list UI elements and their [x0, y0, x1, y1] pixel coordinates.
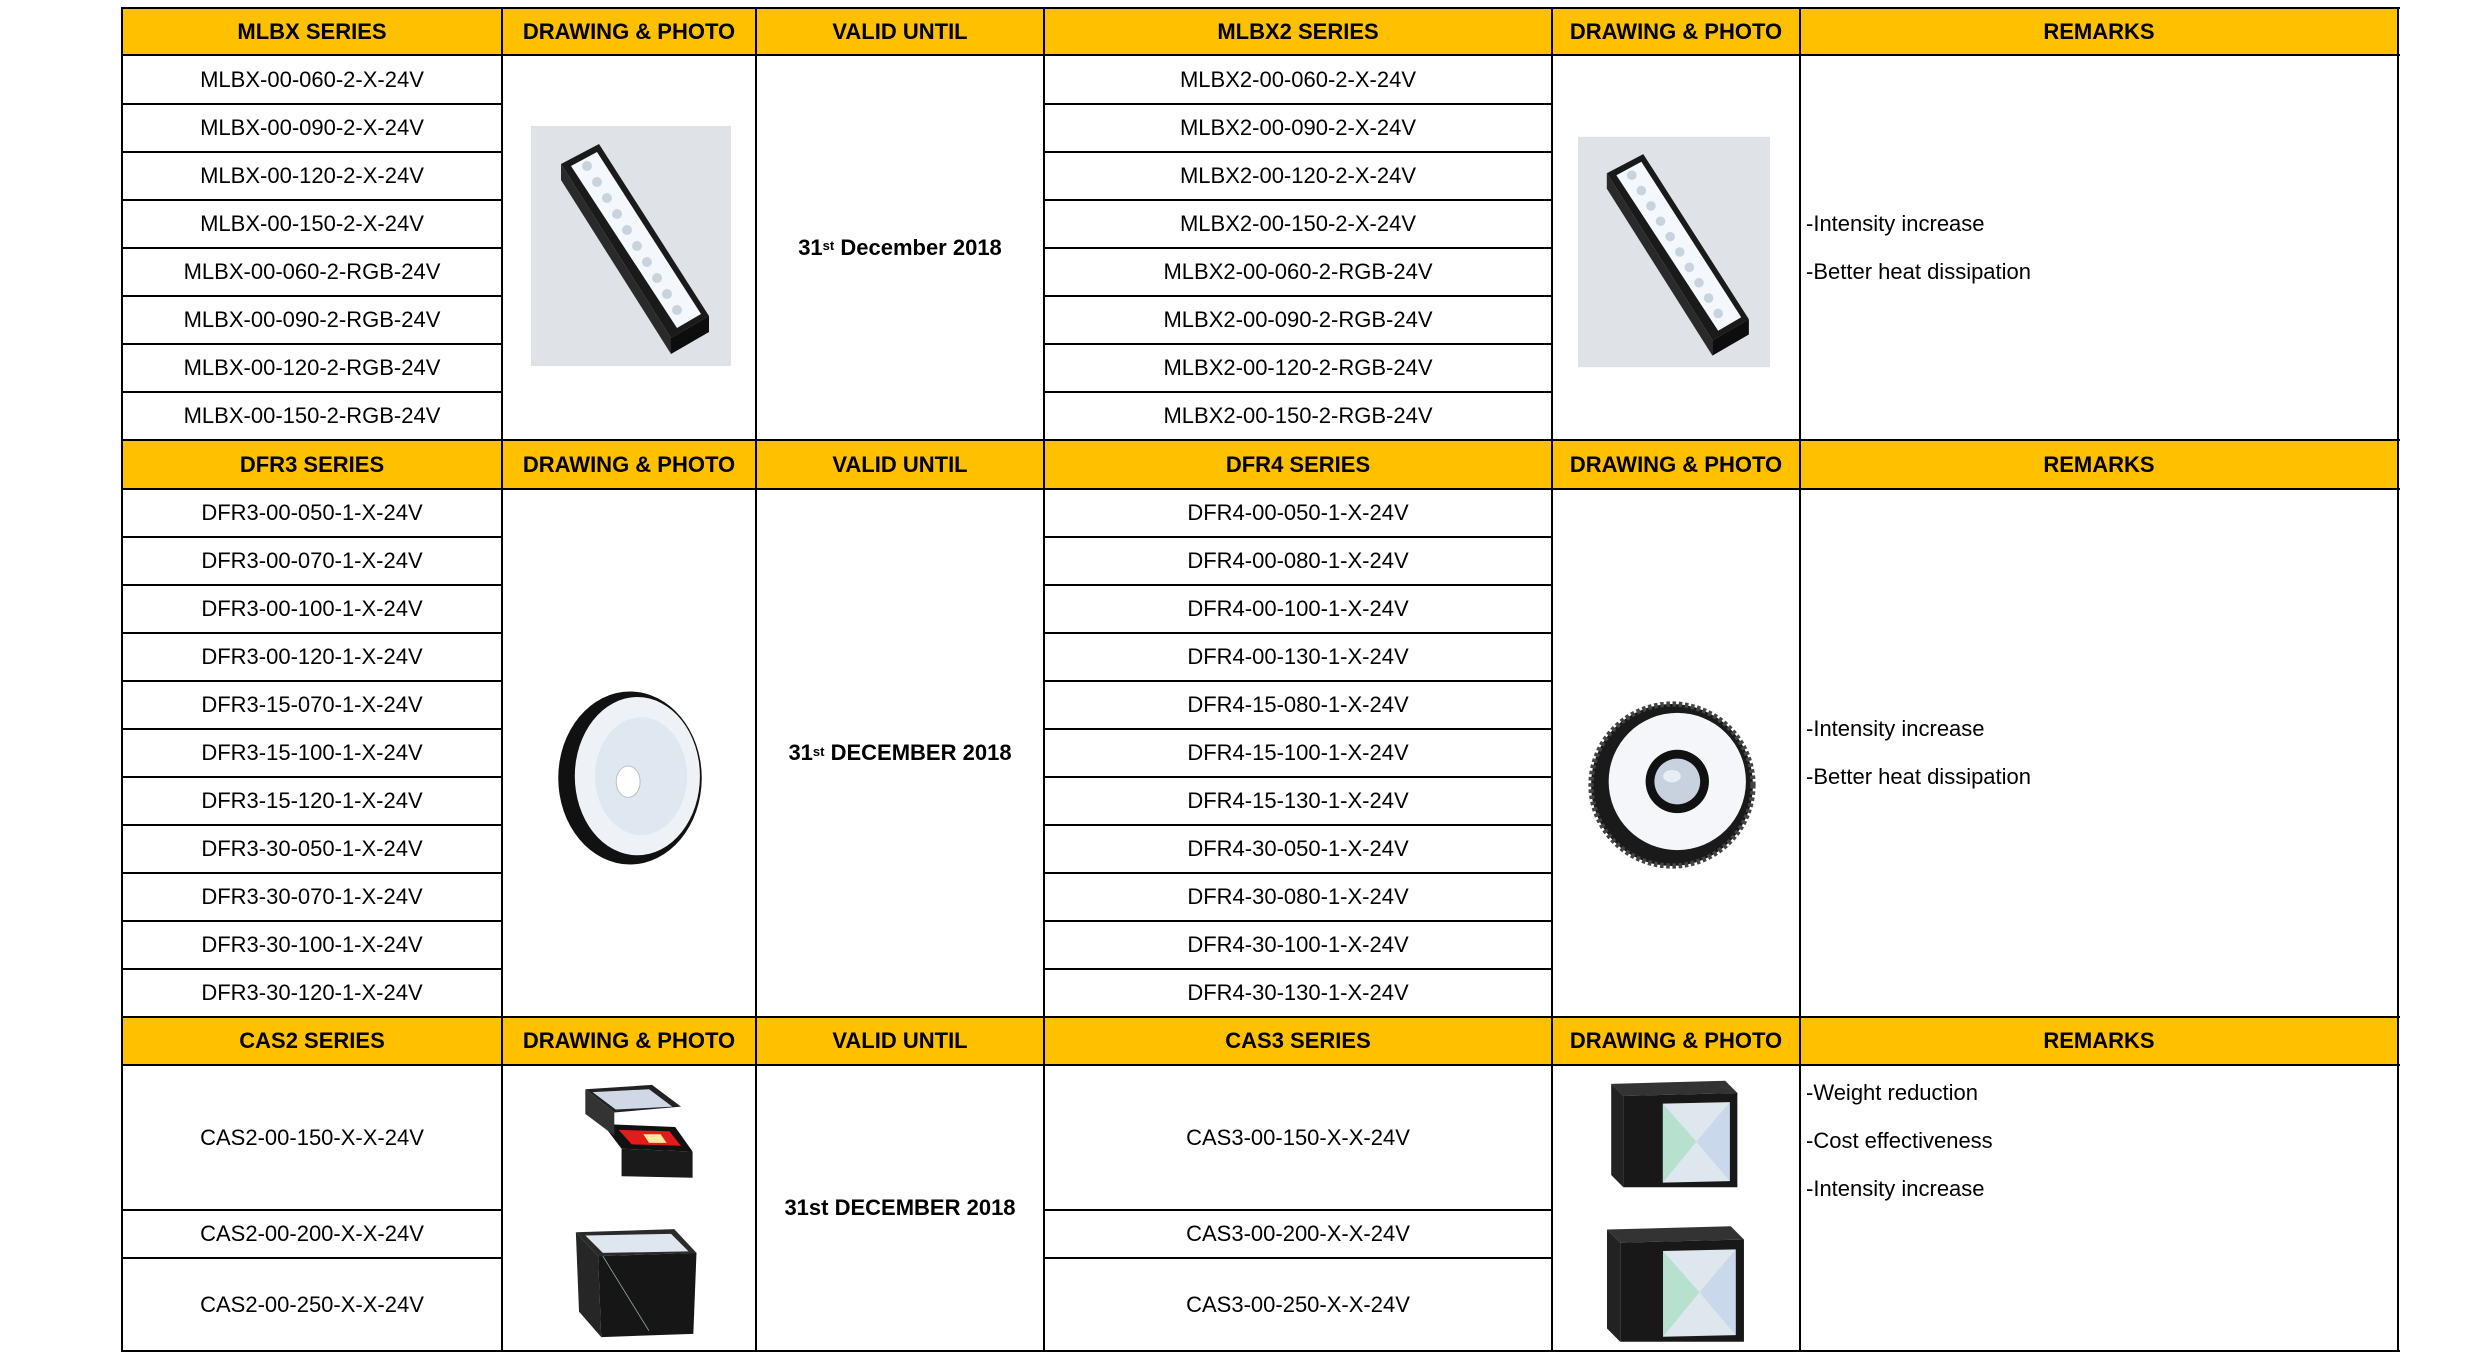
table-rule	[1044, 1209, 1553, 1211]
table-rule	[122, 872, 503, 874]
table-rule	[1044, 872, 1553, 874]
remarks-list	[1806, 489, 2398, 1017]
header-series-b: DFR4 SERIES	[1044, 440, 1552, 489]
valid-day-suffix: st	[812, 743, 825, 759]
table-rule	[1551, 7, 1553, 1352]
product-photo	[550, 1218, 716, 1345]
table-rule	[1044, 247, 1553, 249]
black-cube-light-photo	[550, 1218, 716, 1345]
table-rule	[122, 920, 503, 922]
product-photo	[1586, 1218, 1760, 1350]
remark-item: -Better heat dissipation	[1806, 258, 2032, 284]
series-b-item: MLBX2-00-120-2-RGB-24V	[1163, 355, 1433, 380]
table-rule	[122, 151, 503, 153]
series-a-item: MLBX-00-150-2-RGB-24V	[183, 403, 441, 428]
header-series-a: CAS2 SERIES	[122, 1017, 502, 1065]
table-rule	[1044, 343, 1553, 345]
table-rule	[1044, 391, 1553, 393]
remark-item: -Intensity increase	[1806, 1176, 1985, 1201]
header-valid: VALID UNTIL	[756, 440, 1044, 489]
valid-month-year: DECEMBER 2018	[824, 740, 1012, 765]
table-rule	[122, 776, 503, 778]
series-a-item: DFR3-30-070-1-X-24V	[201, 884, 423, 909]
table-rule	[1044, 199, 1553, 201]
table-rule	[122, 295, 503, 297]
header-series-b: MLBX2 SERIES	[1044, 8, 1552, 55]
series-a-item: DFR3-30-100-1-X-24V	[201, 932, 423, 957]
table-rule	[122, 1016, 2400, 1018]
table-rule	[122, 1257, 503, 1259]
valid-until-date	[756, 55, 1044, 440]
table-rule	[1044, 103, 1553, 105]
remark-item: -Intensity increase	[1806, 716, 1985, 741]
series-b-item: MLBX2-00-090-2-X-24V	[1179, 115, 1416, 140]
table-rule	[1044, 632, 1553, 634]
valid-day-suffix: st	[822, 238, 835, 253]
table-rule	[122, 103, 503, 105]
series-a-item: DFR3-15-120-1-X-24V	[201, 788, 423, 813]
header-series-a: MLBX SERIES	[122, 8, 502, 55]
product-photo	[538, 680, 722, 876]
series-b-item: DFR4-00-080-1-X-24V	[1187, 548, 1409, 573]
table-rule	[122, 680, 503, 682]
product-photo	[1596, 1072, 1748, 1196]
header-photo-b: DRAWING & PHOTO	[1552, 8, 1800, 55]
series-a-item: MLBX-00-090-2-X-24V	[200, 115, 424, 140]
product-photo	[565, 1075, 710, 1205]
table-rule	[1044, 536, 1553, 538]
table-rule	[1044, 584, 1553, 586]
linear-bar-light-photo	[530, 126, 732, 366]
series-b-item: MLBX2-00-060-2-RGB-24V	[1163, 259, 1433, 284]
series-b-item: MLBX2-00-090-2-RGB-24V	[1163, 307, 1433, 332]
series-b-item: CAS3-00-150-X-X-24V	[1186, 1124, 1410, 1150]
remark-item: -Intensity increase	[1806, 210, 1985, 236]
header-photo-a: DRAWING & PHOTO	[502, 1017, 756, 1065]
table-rule	[1044, 680, 1553, 682]
table-rule	[122, 1350, 2400, 1352]
black-cube-light-photo	[1586, 1218, 1760, 1350]
table-rule	[1044, 295, 1553, 297]
table-rule	[122, 1064, 2400, 1066]
remarks-list	[1806, 1069, 2398, 1215]
series-b-item: DFR4-00-130-1-X-24V	[1187, 644, 1409, 669]
remark-item: -Cost effectiveness	[1806, 1128, 1993, 1153]
product-photo	[530, 126, 732, 366]
black-cube-light-photo	[1596, 1072, 1748, 1196]
table-rule	[122, 7, 2400, 9]
table-rule	[122, 247, 503, 249]
valid-day: 31	[798, 234, 823, 260]
valid-until-date	[756, 489, 1044, 1017]
remark-item: -Weight reduction	[1806, 1080, 1979, 1105]
table-rule	[122, 824, 503, 826]
remark-item: -Better heat dissipation	[1806, 764, 2032, 789]
header-remarks: REMARKS	[1800, 440, 2398, 489]
series-a-item: CAS2-00-250-X-X-24V	[200, 1291, 424, 1317]
header-photo-b: DRAWING & PHOTO	[1552, 1017, 1800, 1065]
series-a-item: MLBX-00-120-2-X-24V	[200, 163, 424, 188]
table-rule	[122, 343, 503, 345]
table-rule	[755, 7, 757, 1352]
series-b-item: CAS3-00-200-X-X-24V	[1186, 1221, 1410, 1246]
ring-light-photo	[538, 680, 722, 876]
ring-light-photo	[1584, 690, 1760, 880]
table-rule	[122, 584, 503, 586]
table-rule	[501, 7, 503, 1352]
series-a-item: CAS2-00-150-X-X-24V	[200, 1124, 424, 1150]
series-b-item: DFR4-15-100-1-X-24V	[1187, 740, 1409, 765]
table-rule	[121, 7, 123, 1352]
table-rule	[2397, 7, 2399, 1352]
header-remarks: REMARKS	[1800, 1017, 2398, 1065]
header-valid: VALID UNTIL	[756, 8, 1044, 55]
series-b-item: DFR4-30-080-1-X-24V	[1187, 884, 1409, 909]
series-a-item: DFR3-30-120-1-X-24V	[201, 980, 423, 1005]
header-valid: VALID UNTIL	[756, 1017, 1044, 1065]
series-a-item: DFR3-00-120-1-X-24V	[201, 644, 423, 669]
table-rule	[1044, 824, 1553, 826]
series-b-item: DFR4-30-100-1-X-24V	[1187, 932, 1409, 957]
series-a-item: MLBX-00-060-2-X-24V	[200, 66, 424, 92]
table-rule	[122, 968, 503, 970]
product-photo	[1578, 132, 1770, 372]
series-b-item: DFR4-00-100-1-X-24V	[1187, 596, 1409, 621]
series-b-item: CAS3-00-250-X-X-24V	[1186, 1291, 1410, 1317]
header-photo-a: DRAWING & PHOTO	[502, 8, 756, 55]
table-rule	[1044, 1257, 1553, 1259]
table-rule	[1044, 151, 1553, 153]
series-a-item: DFR3-15-070-1-X-24V	[201, 692, 423, 717]
product-photo	[1584, 690, 1760, 880]
header-series-b: CAS3 SERIES	[1044, 1017, 1552, 1065]
series-b-item: DFR4-00-050-1-X-24V	[1187, 500, 1409, 525]
series-a-item: MLBX-00-150-2-X-24V	[200, 211, 424, 236]
remarks-list	[1806, 55, 2398, 440]
series-b-item: MLBX2-00-120-2-X-24V	[1179, 163, 1416, 188]
header-series-a: DFR3 SERIES	[122, 440, 502, 489]
red-cube-light-photo	[565, 1075, 710, 1205]
valid-month-year: December 2018	[834, 234, 1002, 260]
header-photo-b: DRAWING & PHOTO	[1552, 440, 1800, 489]
header-remarks: REMARKS	[1800, 8, 2398, 55]
series-a-item: DFR3-30-050-1-X-24V	[201, 836, 423, 861]
table-rule	[122, 391, 503, 393]
series-b-item: MLBX2-00-150-2-X-24V	[1179, 211, 1416, 236]
series-a-item: MLBX-00-120-2-RGB-24V	[183, 355, 441, 380]
series-a-item: DFR3-00-100-1-X-24V	[201, 596, 423, 621]
series-a-item: MLBX-00-090-2-RGB-24V	[183, 307, 441, 332]
table-rule	[1043, 7, 1045, 1352]
table-rule	[122, 199, 503, 201]
table-rule	[122, 488, 2400, 490]
table-rule	[122, 632, 503, 634]
table-rule	[1799, 7, 1801, 1352]
linear-bar-light-photo	[1578, 132, 1770, 372]
table-rule	[1044, 728, 1553, 730]
series-b-item: DFR4-15-130-1-X-24V	[1187, 788, 1409, 813]
table-rule	[122, 54, 2400, 56]
table-rule	[1044, 968, 1553, 970]
series-a-item: DFR3-00-050-1-X-24V	[201, 500, 423, 525]
series-a-item: DFR3-00-070-1-X-24V	[201, 548, 423, 573]
series-b-item: DFR4-30-130-1-X-24V	[1187, 980, 1409, 1005]
valid-until-date	[756, 1065, 1044, 1351]
valid-day: 31	[788, 740, 813, 765]
table-rule	[1044, 776, 1553, 778]
table-rule	[122, 728, 503, 730]
series-b-item: MLBX2-00-150-2-RGB-24V	[1163, 403, 1433, 428]
series-a-item: CAS2-00-200-X-X-24V	[200, 1221, 424, 1246]
table-rule	[122, 536, 503, 538]
table-rule	[122, 439, 2400, 441]
valid-day: 31st DECEMBER 2018	[784, 1195, 1016, 1220]
series-b-item: MLBX2-00-060-2-X-24V	[1179, 66, 1416, 92]
series-b-item: DFR4-15-080-1-X-24V	[1187, 692, 1409, 717]
series-a-item: MLBX-00-060-2-RGB-24V	[183, 259, 441, 284]
header-photo-a: DRAWING & PHOTO	[502, 440, 756, 489]
table-rule	[1044, 920, 1553, 922]
series-a-item: DFR3-15-100-1-X-24V	[201, 740, 423, 765]
table-rule	[122, 1209, 503, 1211]
series-b-item: DFR4-30-050-1-X-24V	[1187, 836, 1409, 861]
